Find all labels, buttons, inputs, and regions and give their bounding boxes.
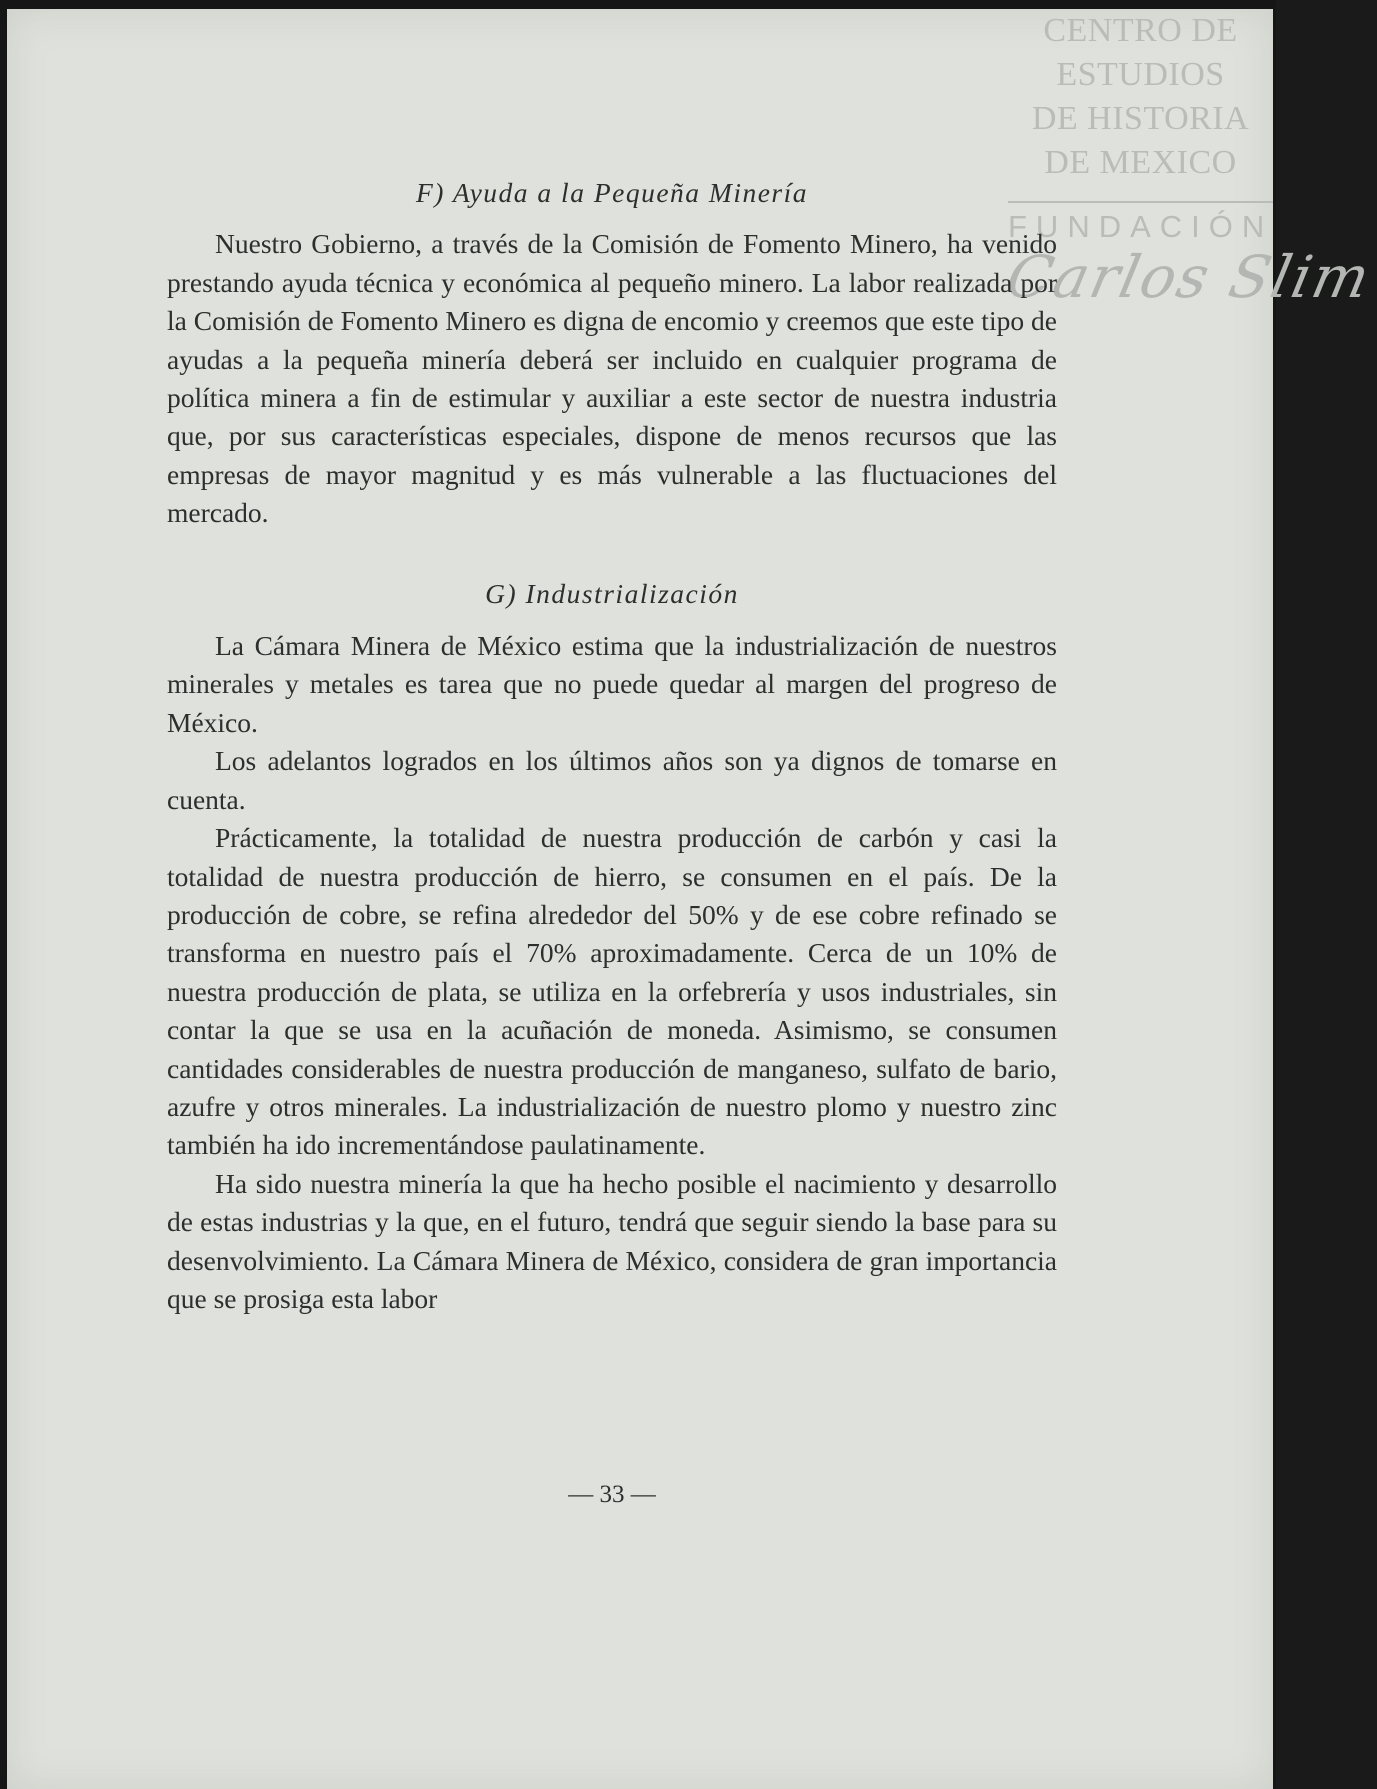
watermark-signature: Carlos Slim xyxy=(1000,243,1377,311)
watermark-line: CENTRO DE xyxy=(1043,12,1238,49)
watermark-line: DE MEXICO xyxy=(1044,144,1237,181)
watermark-foundation: FUNDACIÓN xyxy=(1008,209,1274,244)
paragraph: Prácticamente, la totalidad de nuestra producción de carbón y casi la totalidad de nuestra producción de hierro, se consumen en el país. De la producción de cobre, se refina alrededor del 50% y de ese cobre refinado se transforma en nuestro país el 70% aproximadamente. Cerca de un 10% de nuestra producción de plata, se utiliza en la orfebrería y usos industriales, sin contar la que se usa en la acuñación de moneda. Asimismo, se consumen cantidades considerables de nuestra producción de manganeso, sulfato de bario, azufre y otros minerales. La industrialización de nuestro plomo y nuestro zinc también ha ido incrementándose paulatinamente. xyxy=(167,822,1057,1161)
watermark-line: ESTUDIOS xyxy=(1056,56,1225,93)
watermark-line: DE HISTORIA xyxy=(1031,100,1250,137)
page-number: — 33 — xyxy=(568,1481,656,1508)
paragraph: Ha sido nuestra minería la que ha hecho posible el nacimiento y desarrollo de estas industrias y la que, en el futuro, tendrá que seguir siendo la base para su desenvolvimiento. La Cámara Minera de México, considera de gran importancia que se prosiga esta labor xyxy=(167,1167,1057,1314)
paragraph: La Cámara Minera de México estima que la industrialización de nuestros minerales y metales es tarea que no puede quedar al margen del progreso de México. xyxy=(167,630,1057,738)
page-body xyxy=(167,174,1057,1318)
section-heading-f: F) Ayuda a la Pequeña Minería xyxy=(415,177,809,208)
section-heading-g: G) Industrialización xyxy=(485,577,739,609)
paragraph: Los adelantos logrados en los últimos años son ya dignos de tomarse en cuenta. xyxy=(167,745,1057,815)
document-page xyxy=(7,9,1377,1789)
paragraph: Nuestro Gobierno, a través de la Comisión de Fomento Minero, ha venido prestando ayuda técnica y económica al pequeño minero. La labor realizada por la Comisión de Fomento Minero es digna de encomio y creemos que este tipo de ayudas a la pequeña minería deberá ser incluido en cualquier programa de política minera a fin de estimular y auxiliar a este sector de nuestra industria que, por sus características especiales, dispone de menos recursos que las empresas de mayor magnitud y es más vulnerable a las fluctuaciones del mercado. xyxy=(167,228,1057,529)
